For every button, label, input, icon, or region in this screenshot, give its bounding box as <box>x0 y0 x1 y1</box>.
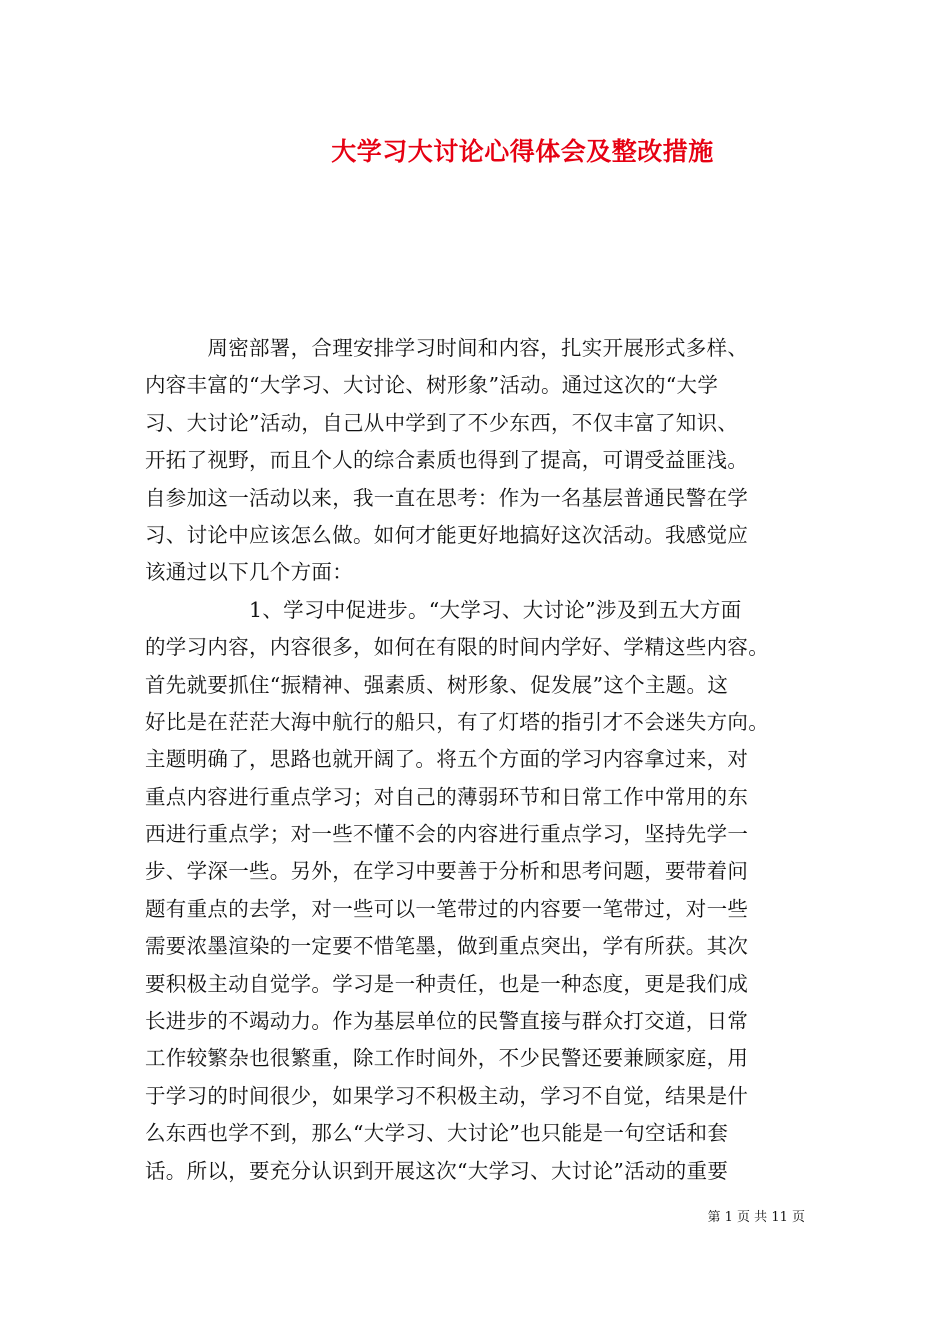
body-line: 开拓了视野，而且个人的综合素质也得到了提高，可谓受益匪浅。 <box>145 448 749 473</box>
body-line: 西进行重点学；对一些不懂不会的内容进行重点学习，坚持先学一 <box>145 822 749 847</box>
body-line: 自参加这一活动以来，我一直在思考：作为一名基层普通民警在学 <box>145 485 749 510</box>
document-title: 大学习大讨论心得体会及整改措施 <box>331 137 714 166</box>
body-line: 内容丰富的“大学习、大讨论、树形象”活动。通过这次的“大学 <box>145 373 719 398</box>
body-line: 需要浓墨渲染的一定要不惜笔墨，做到重点突出，学有所获。其次 <box>145 934 749 959</box>
body-line: 步、学深一些。另外，在学习中要善于分析和思考问题，要带着问 <box>145 859 749 884</box>
body-line: 该通过以下几个方面： <box>145 560 353 585</box>
body-line: 工作较繁杂也很繁重，除工作时间外，不少民警还要兼顾家庭，用 <box>145 1046 749 1071</box>
body-line: 于学习的时间很少，如果学习不积极主动，学习不自觉，结果是什 <box>145 1083 749 1108</box>
body-line: 习、讨论中应该怎么做。如何才能更好地搞好这次活动。我感觉应 <box>145 522 749 547</box>
body-line: 主题明确了，思路也就开阔了。将五个方面的学习内容拿过来，对 <box>145 747 749 772</box>
body-line: 习、大讨论”活动，自己从中学到了不少东西，不仅丰富了知识、 <box>145 410 739 435</box>
body-line: 1、学习中促进步。“大学习、大讨论”涉及到五大方面 <box>145 597 742 622</box>
body-line: 题有重点的去学，对一些可以一笔带过的内容要一笔带过，对一些 <box>145 896 749 921</box>
document-body <box>145 330 810 1190</box>
body-line: 话。所以，要充分认识到开展这次“大学习、大讨论”活动的重要 <box>145 1158 729 1183</box>
body-line: 么东西也学不到，那么“大学习、大讨论”也只能是一句空话和套 <box>145 1121 729 1146</box>
body-line: 的学习内容，内容很多，如何在有限的时间内学好、学精这些内容。 <box>145 635 769 660</box>
body-line: 首先就要抓住“振精神、强素质、树形象、促发展”这个主题。这 <box>145 672 729 697</box>
body-line: 长进步的不竭动力。作为基层单位的民警直接与群众打交道，日常 <box>145 1009 749 1034</box>
page-number: 第 1 页 共 11 页 <box>707 1210 805 1225</box>
body-line: 周密部署，合理安排学习时间和内容，扎实开展形式多样、 <box>145 336 749 360</box>
body-line: 要积极主动自觉学。学习是一种责任，也是一种态度，更是我们成 <box>145 971 749 996</box>
body-line: 重点内容进行重点学习；对自己的薄弱环节和日常工作中常用的东 <box>145 784 749 809</box>
body-line: 好比是在茫茫大海中航行的船只，有了灯塔的指引才不会迷失方向。 <box>145 709 769 734</box>
